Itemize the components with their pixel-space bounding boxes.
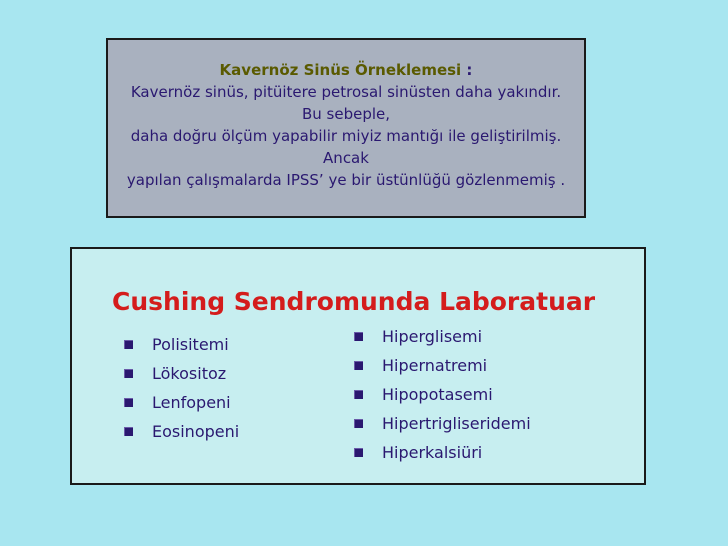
list-item	[354, 322, 531, 351]
laboratory-list-left	[124, 330, 239, 446]
list-item	[124, 417, 239, 446]
ipss-info-box	[106, 38, 586, 218]
square-bullet-icon	[354, 361, 363, 370]
list-item	[354, 380, 531, 409]
list-item-label: Hipernatremi	[382, 356, 488, 375]
square-bullet-icon	[124, 369, 133, 378]
square-bullet-icon	[354, 332, 363, 341]
list-item-label: Polisitemi	[152, 335, 229, 354]
list-item	[124, 359, 239, 388]
square-bullet-icon	[354, 390, 363, 399]
info-line-5: yapılan çalışmalarda IPSS’ ye bir üstünlüğü gözlenmemiş .	[126, 171, 566, 189]
laboratory-list-right	[354, 322, 531, 467]
list-item-label: Lökositoz	[152, 364, 227, 383]
list-item-label: Eosinopeni	[152, 422, 240, 441]
list-item-label: Hipopotasemi	[382, 385, 493, 404]
info-line-1: Kavernöz sinüs, pitüitere petrosal sinüsten daha yakındır.	[130, 83, 562, 101]
info-line-4: Ancak	[323, 149, 369, 167]
list-item-label: Hiperglisemi	[382, 327, 483, 346]
laboratory-heading: Cushing Sendromunda Laboratuar	[112, 287, 596, 316]
info-title-line	[88, 59, 604, 81]
square-bullet-icon	[354, 419, 363, 428]
info-title-colon: :	[461, 61, 473, 79]
info-line-2: Bu sebeple,	[301, 105, 391, 123]
list-item-label: Hipertrigliseridemi	[382, 414, 531, 433]
info-line-3: daha doğru ölçüm yapabilir miyiz mantığı ile geliştirilmiş.	[130, 127, 562, 145]
laboratory-findings-box	[70, 247, 646, 485]
square-bullet-icon	[124, 427, 133, 436]
list-item	[354, 351, 531, 380]
list-item	[124, 330, 239, 359]
square-bullet-icon	[354, 448, 363, 457]
info-title: Kavernöz Sinüs Örneklemesi	[219, 61, 462, 79]
square-bullet-icon	[124, 398, 133, 407]
list-item	[354, 438, 531, 467]
square-bullet-icon	[124, 340, 133, 349]
list-item-label: Lenfopeni	[152, 393, 231, 412]
list-item-label: Hiperkalsiüri	[382, 443, 483, 462]
list-item	[124, 388, 239, 417]
list-item	[354, 409, 531, 438]
